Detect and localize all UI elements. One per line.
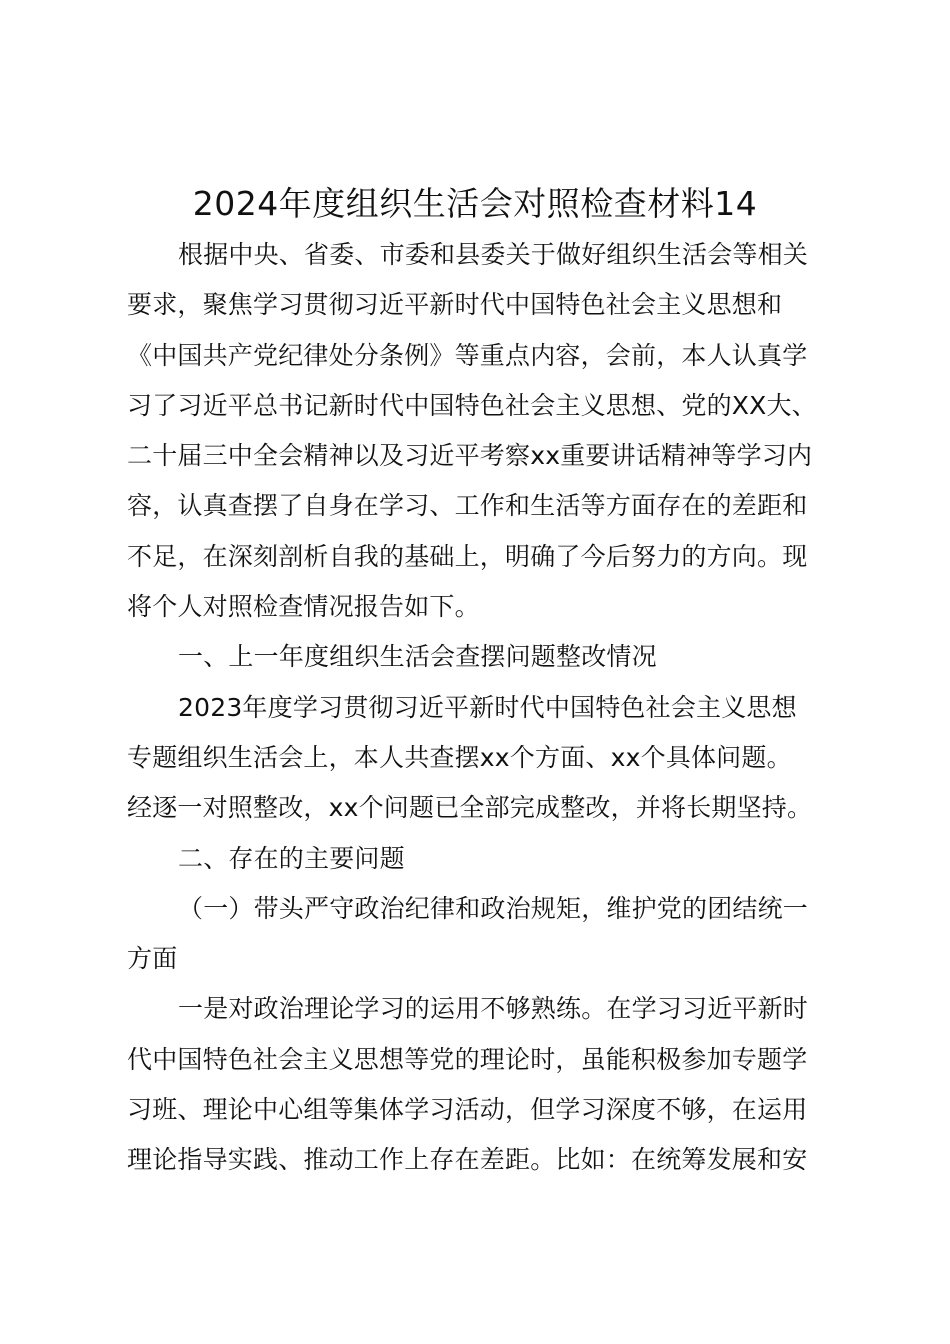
paragraph-line: 习了习近平总书记新时代中国特色社会主义思想、党的XX大、 <box>127 390 817 420</box>
paragraph-line: 将个人对照检查情况报告如下。 <box>127 592 480 622</box>
paragraph-line: 2023年度学习贯彻习近平新时代中国特色社会主义思想 <box>178 692 797 722</box>
paragraph-line: 根据中央、省委、市委和县委关于做好组织生活会等相关 <box>178 240 809 269</box>
paragraph-line: 一是对政治理论学习的运用不够熟练。在学习习近平新时 <box>178 994 809 1024</box>
paragraph-line: 不足，在深刻剖析自我的基础上，明确了今后努力的方向。现 <box>127 541 808 571</box>
subsection-heading: （一）带头严守政治纪律和政治规矩，维护党的团结统一 <box>178 893 809 923</box>
paragraph-line: 习班、理论中心组等集体学习活动，但学习深度不够，在运用 <box>127 1095 808 1125</box>
section-heading: 一、上一年度组织生活会查摆问题整改情况 <box>178 642 657 672</box>
subsection-heading-continued: 方面 <box>127 944 178 974</box>
paragraph-line: 专题组织生活会上，本人共查摆xx个方面、xx个具体问题。 <box>127 742 792 772</box>
paragraph-line: 理论指导实践、推动工作上存在差距。比如：在统筹发展和安 <box>127 1145 808 1175</box>
paragraph-line: 二十届三中全会精神以及习近平考察xx重要讲话精神等学习内 <box>127 441 813 471</box>
paragraph-line: 要求，聚焦学习贯彻习近平新时代中国特色社会主义思想和 <box>127 290 783 320</box>
document-title: 2024年度组织生活会对照检查材料14 <box>192 184 758 223</box>
document-body <box>127 230 837 1186</box>
paragraph-line: 代中国特色社会主义思想等党的理论时，虽能积极参加专题学 <box>127 1044 808 1074</box>
paragraph-line: 容，认真查摆了自身在学习、工作和生活等方面存在的差距和 <box>127 491 808 521</box>
section-heading: 二、存在的主要问题 <box>178 843 405 873</box>
paragraph-line: 《中国共产党纪律处分条例》等重点内容，会前，本人认真学 <box>127 340 808 370</box>
paragraph-line: 经逐一对照整改，xx个问题已全部完成整改，并将长期坚持。 <box>127 793 813 823</box>
